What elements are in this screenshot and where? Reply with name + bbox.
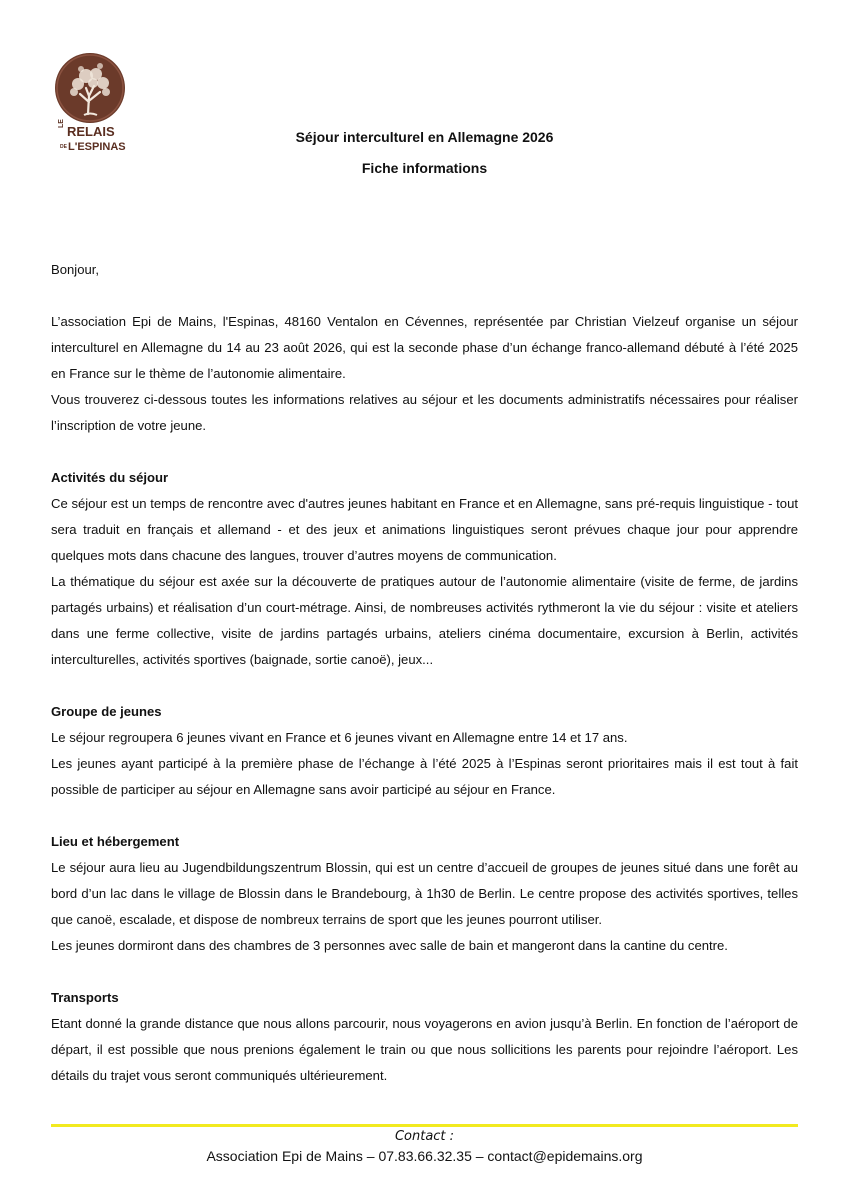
footer-contact-line: Association Epi de Mains – 07.83.66.32.35 – contact@epidemains.org	[206, 1148, 643, 1164]
page-subtitle: Fiche informations	[361, 160, 488, 176]
logo-text-relais: RELAIS	[67, 124, 115, 139]
activites-paragraph-1: Ce séjour est un temps de rencontre avec d'autres jeunes habitant en France et en Allemagne, sans pré-requis linguistique - tout sera traduit en français et allemand - et des jeux et animations linguistiques seront prévues chaque jour pour apprendre quelques mots dans chacune des langues, trouver d’autres moyens de communication.	[51, 496, 798, 563]
footer-rule	[51, 1124, 798, 1127]
logo-text-le: LE	[58, 119, 65, 128]
activites-paragraph-2: La thématique du séjour est axée sur la découverte de pratiques autour de l’autonomie alimentaire (visite de ferme, de jardins partagés urbains) et réalisation d’un court-métrage. Ainsi, de nombreuses activités rythmeront la vie du séjour : visite et ateliers dans une ferme collective, visite de jardins partagés urbains, ateliers cinéma documentaire, excursion à Berlin, activités interculturelles, activités sportives (baignade, sortie canoë), jeux...	[51, 574, 798, 667]
section-heading-lieu: Lieu et hébergement	[51, 834, 180, 849]
groupe-paragraph-1: Le séjour regroupera 6 jeunes vivant en France et 6 jeunes vivant en Allemagne entre 14 et 17 ans.	[51, 730, 628, 745]
transports-paragraph-1: Etant donné la grande distance que nous allons parcourir, nous voyagerons en avion jusqu’à Berlin. En fonction de l’aéroport de départ, il est possible que nous prenions également le train ou que nous sollicitions les parents pour rejoindre l’aéroport. Les détails du trajet vous seront communiqués ultérieurement.	[51, 1016, 798, 1083]
logo-text-de: DE	[60, 144, 67, 150]
intro-paragraph-1: L’association Epi de Mains, l'Espinas, 48160 Ventalon en Cévennes, représentée par Christian Vielzeuf organise un séjour interculturel en Allemagne du 14 au 23 août 2026, qui est la seconde phase d’un échange franco-allemand débuté à l’été 2025 en France sur le thème de l’autonomie alimentaire.	[51, 314, 798, 381]
groupe-paragraph-2: Les jeunes ayant participé à la première phase de l’échange à l’été 2025 à l’Espinas seront prioritaires mais il est tout à fait possible de participer au séjour en Allemagne sans avoir participé au séjour en France.	[51, 756, 798, 797]
section-heading-activites: Activités du séjour	[51, 470, 169, 485]
lieu-paragraph-2: Les jeunes dormiront dans des chambres de 3 personnes avec salle de bain et mangeront dans la cantine du centre.	[51, 938, 728, 953]
logo-text-espinas: L'ESPINAS	[68, 141, 126, 153]
section-heading-transports: Transports	[51, 990, 119, 1005]
section-heading-groupe: Groupe de jeunes	[51, 704, 162, 719]
intro-paragraph-2: Vous trouverez ci-dessous toutes les informations relatives au séjour et les documents administratifs nécessaires pour réaliser l’inscription de votre jeune.	[51, 392, 798, 433]
title-block	[0, 122, 849, 184]
lieu-paragraph-1: Le séjour aura lieu au Jugendbildungszentrum Blossin, qui est un centre d’accueil de groupes de jeunes situé dans une forêt au bord d’un lac dans le village de Blossin dans le Brandebourg, à 1h30 de Berlin. Le centre propose des activités sportives, telles que canoë, escalade, et dispose de nombreux terrains de sport que les jeunes pourront utiliser.	[51, 860, 798, 927]
greeting: Bonjour,	[51, 262, 100, 277]
page-title: Séjour interculturel en Allemagne 2026	[295, 129, 554, 145]
letter-body	[51, 257, 798, 1089]
footer-contact-label: Contact :	[394, 1129, 455, 1144]
